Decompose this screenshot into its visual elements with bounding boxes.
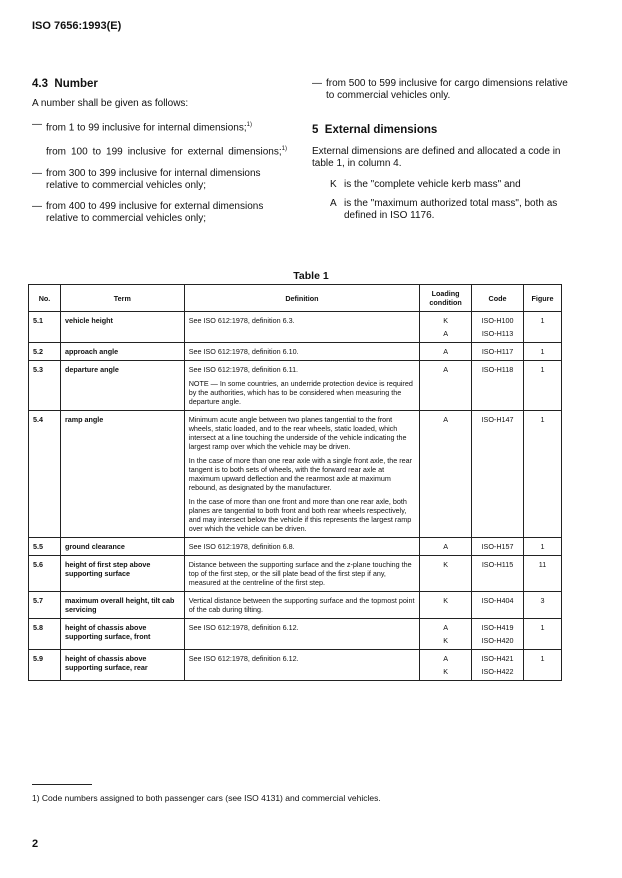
- cell-loading-condition: [420, 411, 472, 538]
- definition-paragraph: Vertical distance between the supporting surface and the topmost point of the cab during tilting.: [188, 596, 415, 614]
- cell-loading-condition: [420, 343, 472, 361]
- table-row: [29, 592, 562, 619]
- col-header-figure: Figure: [523, 285, 561, 312]
- col-header-loading: Loading condition: [420, 285, 472, 312]
- cell-term: approach angle: [60, 343, 184, 361]
- loading-value: K: [443, 667, 448, 676]
- cell-term: maximum overall height, tilt cab servicing: [60, 592, 184, 619]
- list-item-text: from 500 to 599 inclusive for cargo dimensions relative to commercial vehicles only.: [326, 78, 568, 101]
- cell-definition: [184, 650, 419, 681]
- cell-term: ramp angle: [60, 411, 184, 538]
- loading-value: A: [443, 347, 448, 356]
- loading-value: K: [443, 636, 448, 645]
- cell-definition: [184, 411, 419, 538]
- dash: —: [312, 78, 322, 89]
- list-item-text: from 1 to 99 inclusive for internal dimensions;: [46, 122, 247, 134]
- list-item: [32, 168, 287, 192]
- code-value: ISO-H113: [481, 329, 514, 338]
- table-row: [29, 619, 562, 650]
- definition-k: [330, 179, 572, 191]
- table-caption: Table 1: [293, 270, 329, 282]
- page-number: 2: [32, 838, 39, 850]
- section-4-3-heading: [32, 78, 287, 90]
- definition-paragraph: Minimum acute angle between two planes tangential to the front wheels, static loaded, and to the rear wheels, static loaded, which intersect at a line touching the underside of the vehicle indicating the largest ramp over which the vehicle may be driven.: [188, 415, 407, 451]
- dash: —: [32, 119, 42, 130]
- table-row: [29, 312, 562, 343]
- definition-paragraph: See ISO 612:1978, definition 6.3.: [188, 316, 295, 325]
- loading-value: A: [443, 329, 448, 338]
- loading-value: A: [443, 654, 448, 663]
- cell-code: [472, 312, 524, 343]
- cell-code: [472, 361, 524, 411]
- cell-no: 5.7: [29, 592, 61, 619]
- cell-no: 5.4: [29, 411, 61, 538]
- code-value: ISO-H117: [481, 347, 514, 356]
- cell-term: ground clearance: [60, 538, 184, 556]
- section-5-heading: [312, 124, 572, 136]
- cell-figure: 1: [523, 538, 561, 556]
- table-row: [29, 361, 562, 411]
- code-value: ISO-H118: [481, 365, 514, 374]
- cell-figure: 1: [523, 343, 561, 361]
- loading-value: K: [443, 560, 448, 569]
- col-header-term: Term: [60, 285, 184, 312]
- cell-no: 5.9: [29, 650, 61, 681]
- footnote-ref: 1): [281, 146, 287, 153]
- cell-figure: 11: [523, 556, 561, 592]
- list-item-text: from 300 to 399 inclusive for internal dimensions relative to commercial vehicles only;: [46, 167, 261, 191]
- code-value: ISO-H100: [481, 316, 514, 325]
- def-text: is the "complete vehicle kerb mass" and: [344, 179, 521, 190]
- col-header-code: Code: [472, 285, 524, 312]
- loading-value: A: [443, 542, 448, 551]
- table-body: [29, 312, 562, 681]
- cell-no: 5.5: [29, 538, 61, 556]
- list-item: [32, 201, 287, 225]
- cell-definition: [184, 592, 419, 619]
- code-value: ISO-H421: [481, 654, 514, 663]
- cell-code: [472, 556, 524, 592]
- heading-number: 5: [312, 124, 319, 136]
- cell-definition: [184, 556, 419, 592]
- footnote: 1) Code numbers assigned to both passenger cars (see ISO 4131) and commercial vehicles.: [32, 793, 381, 803]
- cell-definition: [184, 312, 419, 343]
- footnote-ref: 1): [246, 122, 252, 128]
- cell-no: 5.2: [29, 343, 61, 361]
- section-5-paragraph: External dimensions are defined and allocated a code in table 1, in column 4.: [312, 146, 561, 169]
- heading-text: Number: [54, 78, 98, 90]
- col-header-definition: Definition: [184, 285, 419, 312]
- loading-value: A: [443, 415, 448, 424]
- cell-figure: 1: [523, 361, 561, 411]
- def-text: is the "maximum authorized total mass", both as defined in ISO 1176.: [344, 198, 558, 221]
- cell-figure: 3: [523, 592, 561, 619]
- definition-a: [330, 198, 572, 222]
- cell-definition: [184, 343, 419, 361]
- cell-term: height of chassis above supporting surface, rear: [60, 650, 184, 681]
- definition-paragraph: See ISO 612:1978, definition 6.12.: [188, 623, 299, 632]
- cell-figure: 1: [523, 312, 561, 343]
- list-item-text: from 400 to 499 inclusive for external dimensions relative to commercial vehicles only;: [46, 200, 264, 224]
- loading-value: A: [443, 365, 448, 374]
- list-item-text: from 100 to 199 inclusive for external dimensions;: [46, 146, 282, 158]
- cell-loading-condition: [420, 650, 472, 681]
- def-key: A: [330, 198, 337, 209]
- definition-paragraph: See ISO 612:1978, definition 6.11.: [188, 365, 299, 374]
- definition-paragraph: Distance between the supporting surface and the z-plane touching the top of the first step, or the sill plate bead of the first step if any, measured at the centreline of the first step.: [188, 560, 412, 587]
- loading-value: K: [443, 596, 448, 605]
- code-value: ISO-H419: [481, 623, 514, 632]
- table-row: [29, 343, 562, 361]
- footnote-divider: [32, 784, 92, 785]
- definition-paragraph: See ISO 612:1978, definition 6.12.: [188, 654, 299, 663]
- cell-code: [472, 592, 524, 619]
- code-value: ISO-H115: [481, 560, 514, 569]
- heading-text: External dimensions: [324, 124, 438, 136]
- left-column: [32, 78, 287, 234]
- cell-definition: [184, 361, 419, 411]
- table-row: [29, 556, 562, 592]
- cell-no: 5.6: [29, 556, 61, 592]
- cell-figure: 1: [523, 650, 561, 681]
- cell-loading-condition: [420, 538, 472, 556]
- code-value: ISO-H422: [481, 667, 514, 676]
- code-value: ISO-H147: [481, 415, 514, 424]
- definition-paragraph: In the case of more than one rear axle with a single front axle, the rear tangent is to both sets of wheels, with the forward rear axle at maximum upward deflection and the rearmost axle at maximum rebound, as designated by the manufacturer.: [188, 456, 413, 492]
- cell-code: [472, 619, 524, 650]
- cell-code: [472, 411, 524, 538]
- cell-no: 5.8: [29, 619, 61, 650]
- cell-loading-condition: [420, 619, 472, 650]
- dimensions-table: [28, 284, 562, 681]
- document-header: ISO 7656:1993(E): [32, 20, 122, 32]
- cell-term: vehicle height: [60, 312, 184, 343]
- list-item: [312, 78, 572, 102]
- code-value: ISO-H157: [481, 542, 514, 551]
- col-header-no: No.: [29, 285, 61, 312]
- list-item: [46, 143, 287, 158]
- dash: —: [32, 167, 42, 179]
- loading-value: K: [443, 316, 448, 325]
- cell-figure: 1: [523, 411, 561, 538]
- def-key: K: [330, 179, 337, 190]
- cell-term: departure angle: [60, 361, 184, 411]
- definition-paragraph: In the case of more than one front and more than one rear axle, both planes are tangential to both front and both rear wheels respectively, and may intersect below the vehicle if this represents the largest ramp over which the vehicle can be driven.: [188, 497, 412, 533]
- code-value: ISO-H420: [481, 636, 514, 645]
- cell-term: height of chassis above supporting surface, front: [60, 619, 184, 650]
- code-value: ISO-H404: [481, 596, 514, 605]
- cell-definition: [184, 538, 419, 556]
- cell-no: 5.1: [29, 312, 61, 343]
- definition-paragraph: NOTE — In some countries, an underride protection device is required by the authorities, which has to be considered when measuring the departure angle.: [188, 379, 413, 406]
- cell-no: 5.3: [29, 361, 61, 411]
- heading-number: 4.3: [32, 78, 48, 90]
- definition-paragraph: See ISO 612:1978, definition 6.8.: [188, 542, 295, 551]
- table-row: [29, 538, 562, 556]
- intro-text: A number shall be given as follows:: [32, 98, 189, 109]
- definition-paragraph: See ISO 612:1978, definition 6.10.: [188, 347, 299, 356]
- cell-term: height of first step above supporting surface: [60, 556, 184, 592]
- cell-code: [472, 343, 524, 361]
- cell-code: [472, 650, 524, 681]
- cell-loading-condition: [420, 312, 472, 343]
- cell-definition: [184, 619, 419, 650]
- table-row: [29, 411, 562, 538]
- table-header-row: [29, 285, 562, 312]
- right-column: [312, 78, 572, 229]
- list-item: [32, 119, 287, 134]
- dash: —: [32, 200, 42, 212]
- cell-code: [472, 538, 524, 556]
- cell-figure: 1: [523, 619, 561, 650]
- cell-loading-condition: [420, 556, 472, 592]
- loading-value: A: [443, 623, 448, 632]
- cell-loading-condition: [420, 361, 472, 411]
- cell-loading-condition: [420, 592, 472, 619]
- table-row: [29, 650, 562, 681]
